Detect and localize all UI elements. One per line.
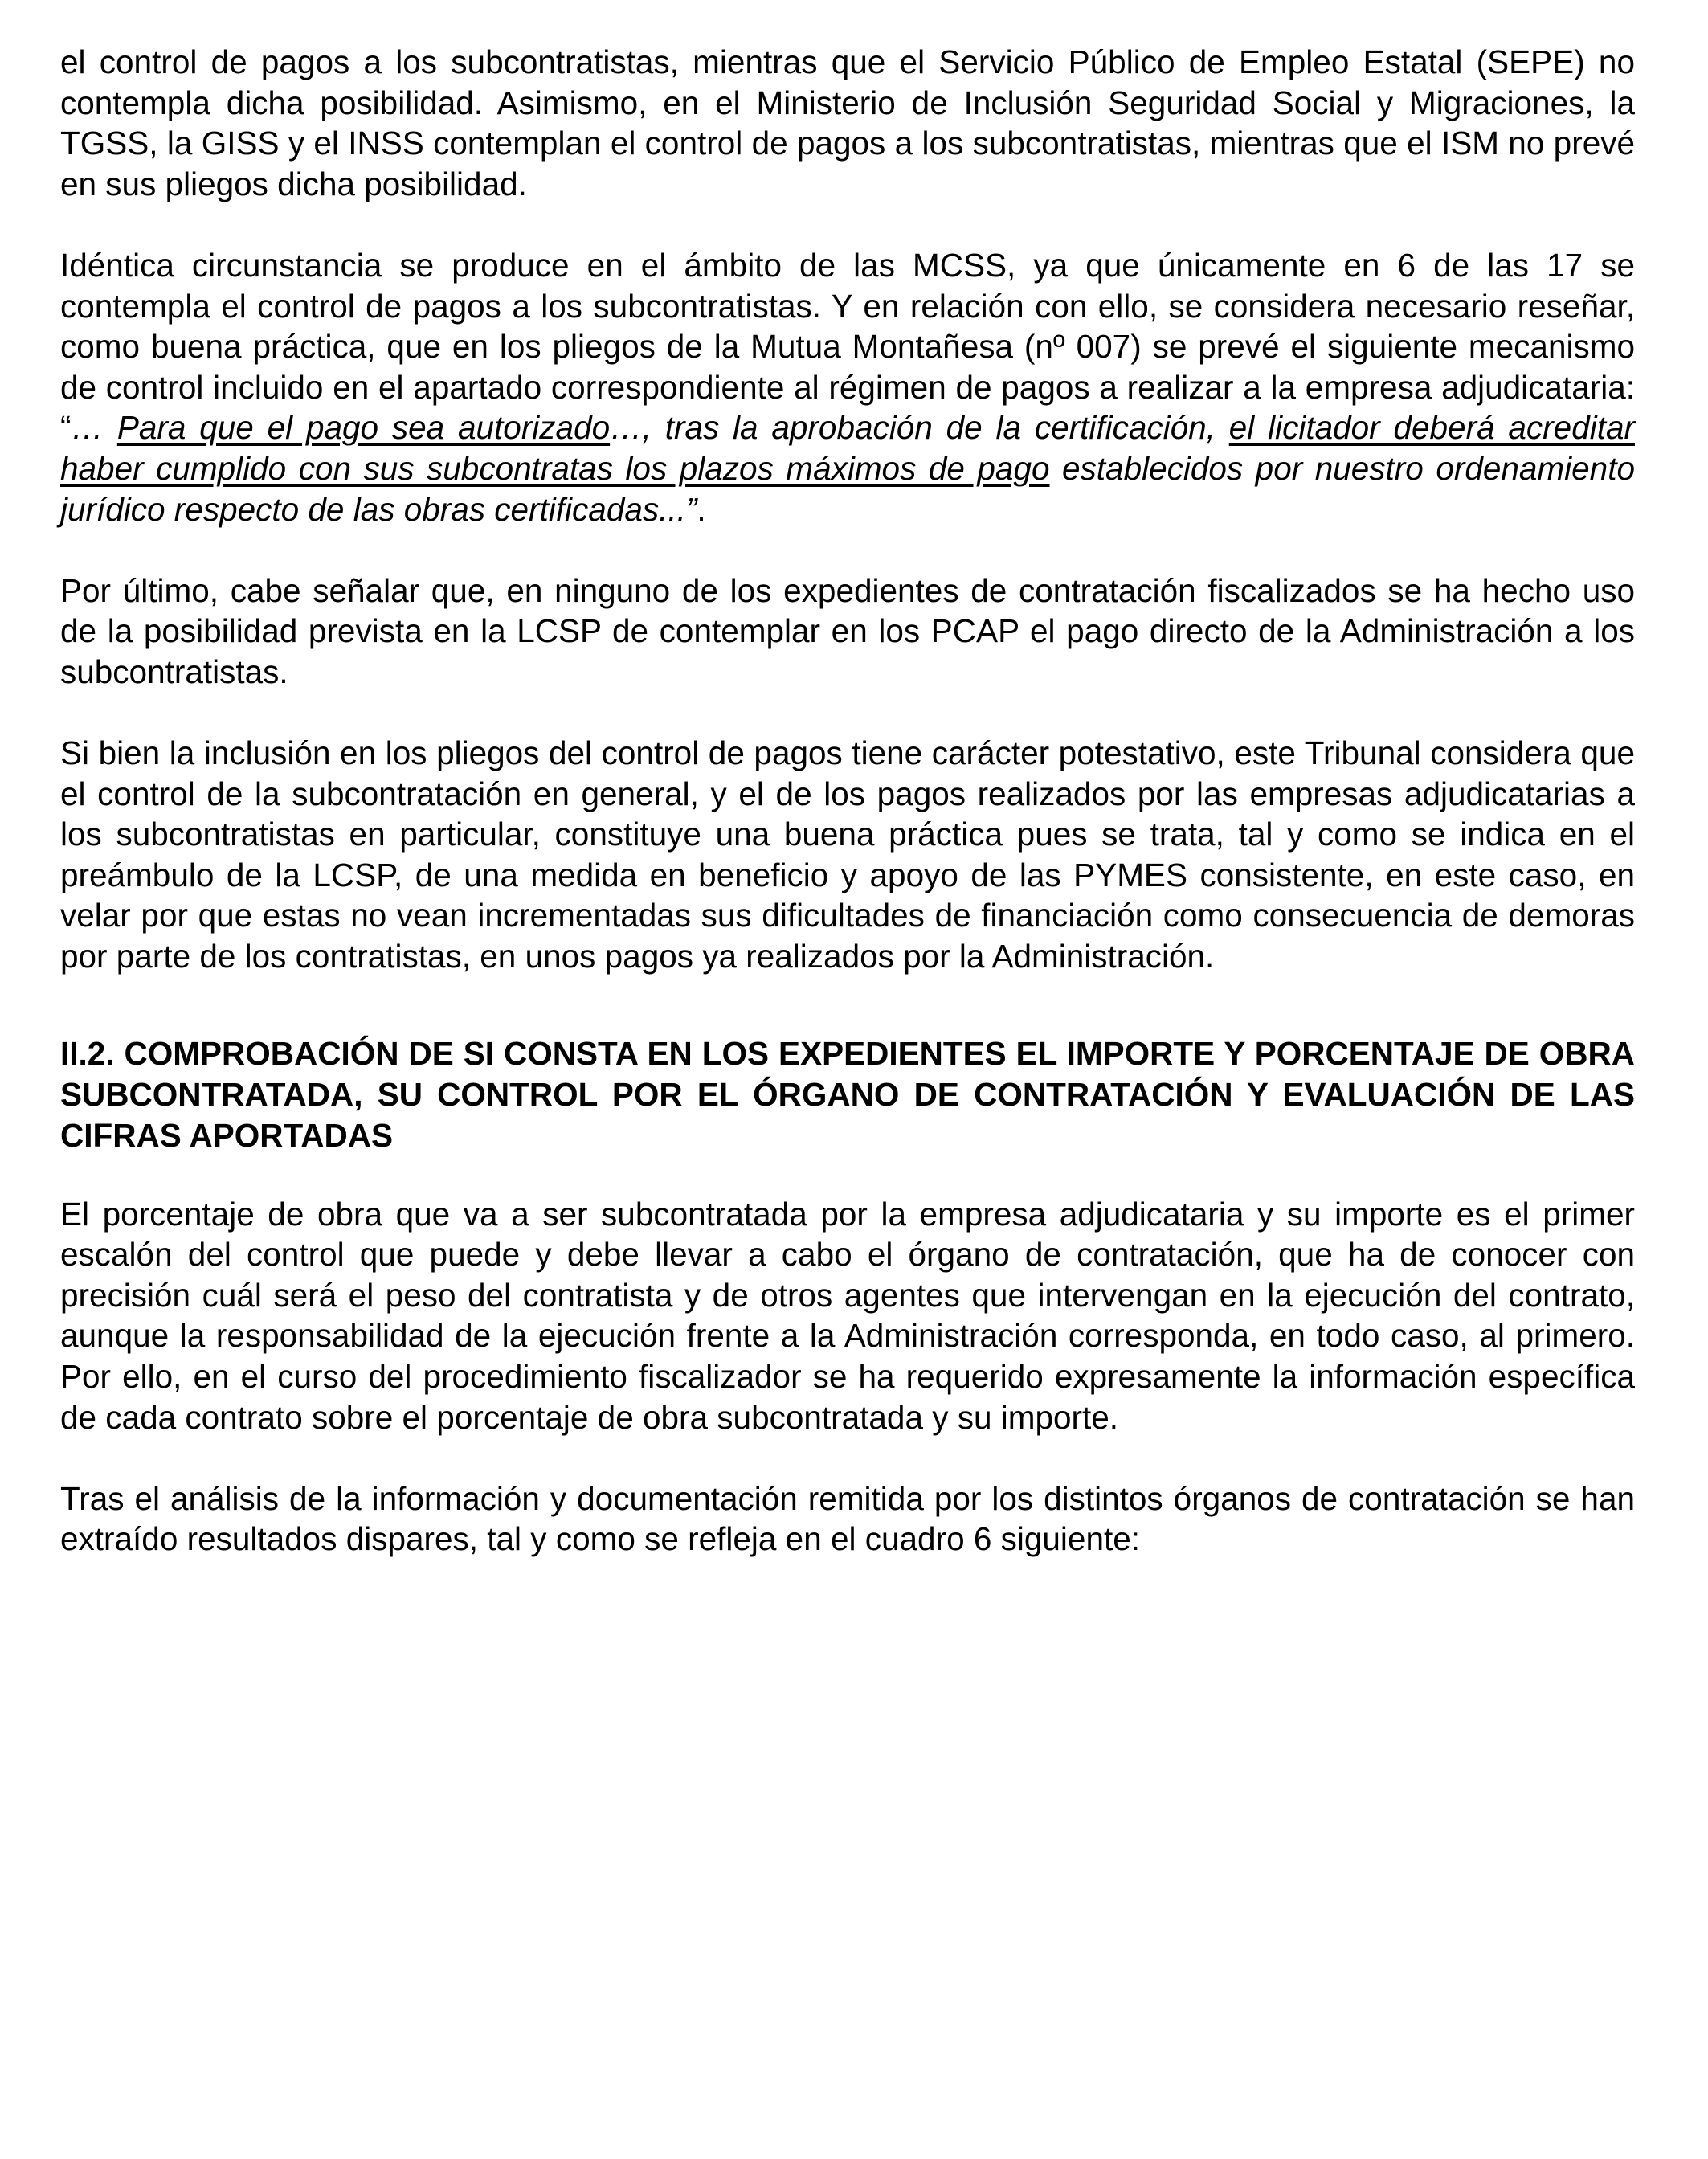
paragraph-good-practice: Si bien la inclusión en los pliegos del control de pagos tiene carácter potestativo, este Tribunal considera que el control de la subcontratación en general, y el de los pagos realizados por las empresas adjudicatarias a los subcontratistas en particular, constituye una buena práctica pues se trata, tal y como se indica en el preámbulo de la LCSP, de una medida en beneficio y apoyo de las PYMES consistente, en este caso, en velar por que estas no vean incrementadas sus dificultades de financiación como consecuencia de demoras por parte de los contratistas, en unos pagos ya realizados por la Administración. — [60, 734, 1635, 975]
quote-underlined-2: el licitador deberá acreditar haber cumplido con sus subcontratas los plazos máximos de pago — [60, 409, 1635, 487]
paragraph-mcss — [60, 245, 1635, 530]
quote-tail: . — [697, 490, 706, 528]
paragraph-percentage: El porcentaje de obra que va a ser subcontratada por la empresa adjudicataria y su importe es el primer escalón del control que puede y debe llevar a cabo el órgano de contratación, que ha de conocer con precisión cuál será el peso del contratista y de otros agentes que intervengan en la ejecución del contrato, aunque la responsabilidad de la ejecución frente a la Administración corresponda, en todo caso, al primero. Por ello, en el curso del procedimiento fiscalizador se ha requerido expresamente la información específica de cada contrato sobre el porcentaje de obra subcontratada y su importe. — [60, 1195, 1635, 1436]
paragraph-subcontract-payments: el control de pagos a los subcontratistas, mientras que el Servicio Público de Empleo Estatal (SEPE) no contempla dicha posibilidad. Asimismo, en el Ministerio de Inclusión Seguridad Social y Migraciones, la TGSS, la GISS y el INSS contemplan el control de pagos a los subcontratistas, mientras que el ISM no prevé en sus pliegos dicha posibilidad. — [60, 43, 1635, 202]
quote-ellipsis: … — [71, 409, 117, 447]
section-heading: II.2. COMPROBACIÓN DE SI CONSTA EN LOS EXPEDIENTES EL IMPORTE Y PORCENTAJE DE OBRA SUBCONTRATADA, SU CONTROL POR EL ÓRGANO DE CONTRATACIÓN Y EVALUACIÓN DE LAS CIFRAS APORTADAS — [60, 1034, 1635, 1154]
quote-underlined-1: Para que el pago sea autorizado — [116, 409, 611, 447]
quote-text-1: …, tras la aprobación de la certificación, — [610, 409, 1229, 447]
paragraph-results: Tras el análisis de la información y documentación remitida por los distintos órganos de contratación se han extraído resultados dispares, tal y como se refleja en el cuadro 6 siguiente: — [60, 1479, 1635, 1558]
paragraph-direct-payment: Por último, cabe señalar que, en ninguno de los expedientes de contratación fiscalizados se ha hecho uso de la posibilidad prevista en la LCSP de contemplar en los PCAP el pago directo de la Administración a los subcontratistas. — [60, 571, 1635, 690]
mcss-lead-text: Idéntica circunstancia se produce en el ámbito de las MCSS, ya que únicamente en 6 de las 17 se contempla el control de pagos a los subcontratistas. Y en relación con ello, se considera necesario reseñar, como buena práctica, que en los pliegos de la Mutua Montañesa (nº 007) se prevé el siguiente mecanismo de control incluido en el apartado correspondiente al régimen de pagos a realizar a la empresa adjudicataria: “ — [60, 246, 1635, 447]
quote-text-2: establecidos por nuestro ordenamiento jurídico respecto de las obras certificadas...” — [60, 449, 1635, 528]
